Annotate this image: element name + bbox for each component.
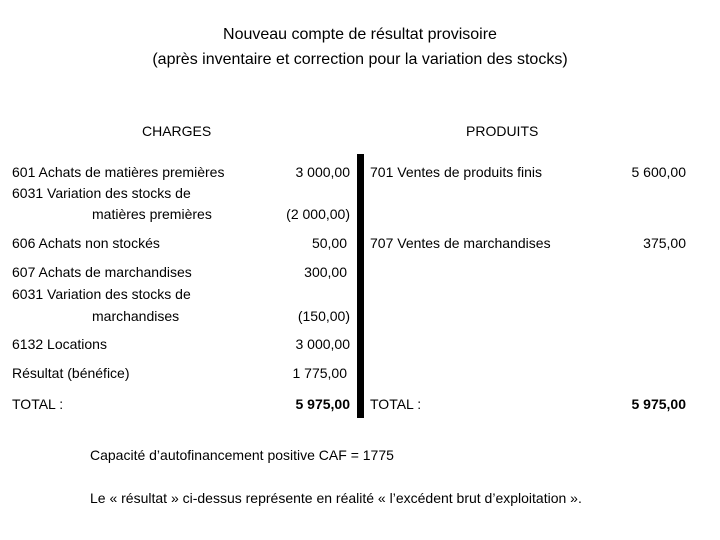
charge-total-amount: 5 975,00 [295,396,350,412]
charge-label-achats-non-stockes: 606 Achats non stockés [12,235,160,251]
column-divider [357,154,364,418]
produits-header: PRODUITS [466,123,539,139]
charge-label-variation-marchandises: 6031 Variation des stocks de [12,286,191,302]
charge-label-locations: 6132 Locations [12,336,107,352]
charge-amount-variation-marchandises: (150,00) [297,308,350,324]
charge-amount-achats-marchandises: 300,00 [304,264,347,280]
charges-header: CHARGES [142,123,212,139]
produit-label-ventes-marchandises: 707 Ventes de marchandises [370,235,551,251]
charge-label-achats-matieres: 601 Achats de matières premières [12,164,225,180]
caf-note: Capacité d’autofinancement positive CAF = 1775 [90,447,394,463]
produit-total-label: TOTAL : [370,396,422,412]
charge-total-label: TOTAL : [12,396,64,412]
charge-label-achats-marchandises: 607 Achats de marchandises [12,264,192,280]
charge-amount-achats-matieres: 3 000,00 [295,164,350,180]
produit-amount-ventes-marchandises: 375,00 [643,235,686,251]
charge-amount-variation-matieres: (2 000,00) [286,206,350,222]
page-title-line-2: (après inventaire et correction pour la variation des stocks) [152,51,568,68]
charge-amount-achats-non-stockes: 50,00 [311,235,347,251]
produit-amount-ventes-produits: 5 600,00 [631,164,686,180]
produit-total-amount: 5 975,00 [631,396,686,412]
charge-label-resultat: Résultat (bénéfice) [12,365,130,381]
charge-amount-resultat: 1 775,00 [292,365,347,381]
produit-label-ventes-produits: 701 Ventes de produits finis [370,164,543,180]
charge-label-variation-marchandises-2: marchandises [92,308,180,324]
resultat-note: Le « résultat » ci-dessus représente en réalité « l’excédent brut d’exploitation ». [90,490,582,506]
charge-amount-locations: 3 000,00 [295,336,350,352]
page-title-line-1: Nouveau compte de résultat provisoire [223,26,497,43]
charge-label-variation-matieres: 6031 Variation des stocks de [12,185,191,201]
charge-label-variation-matieres-2: matières premières [92,206,212,222]
